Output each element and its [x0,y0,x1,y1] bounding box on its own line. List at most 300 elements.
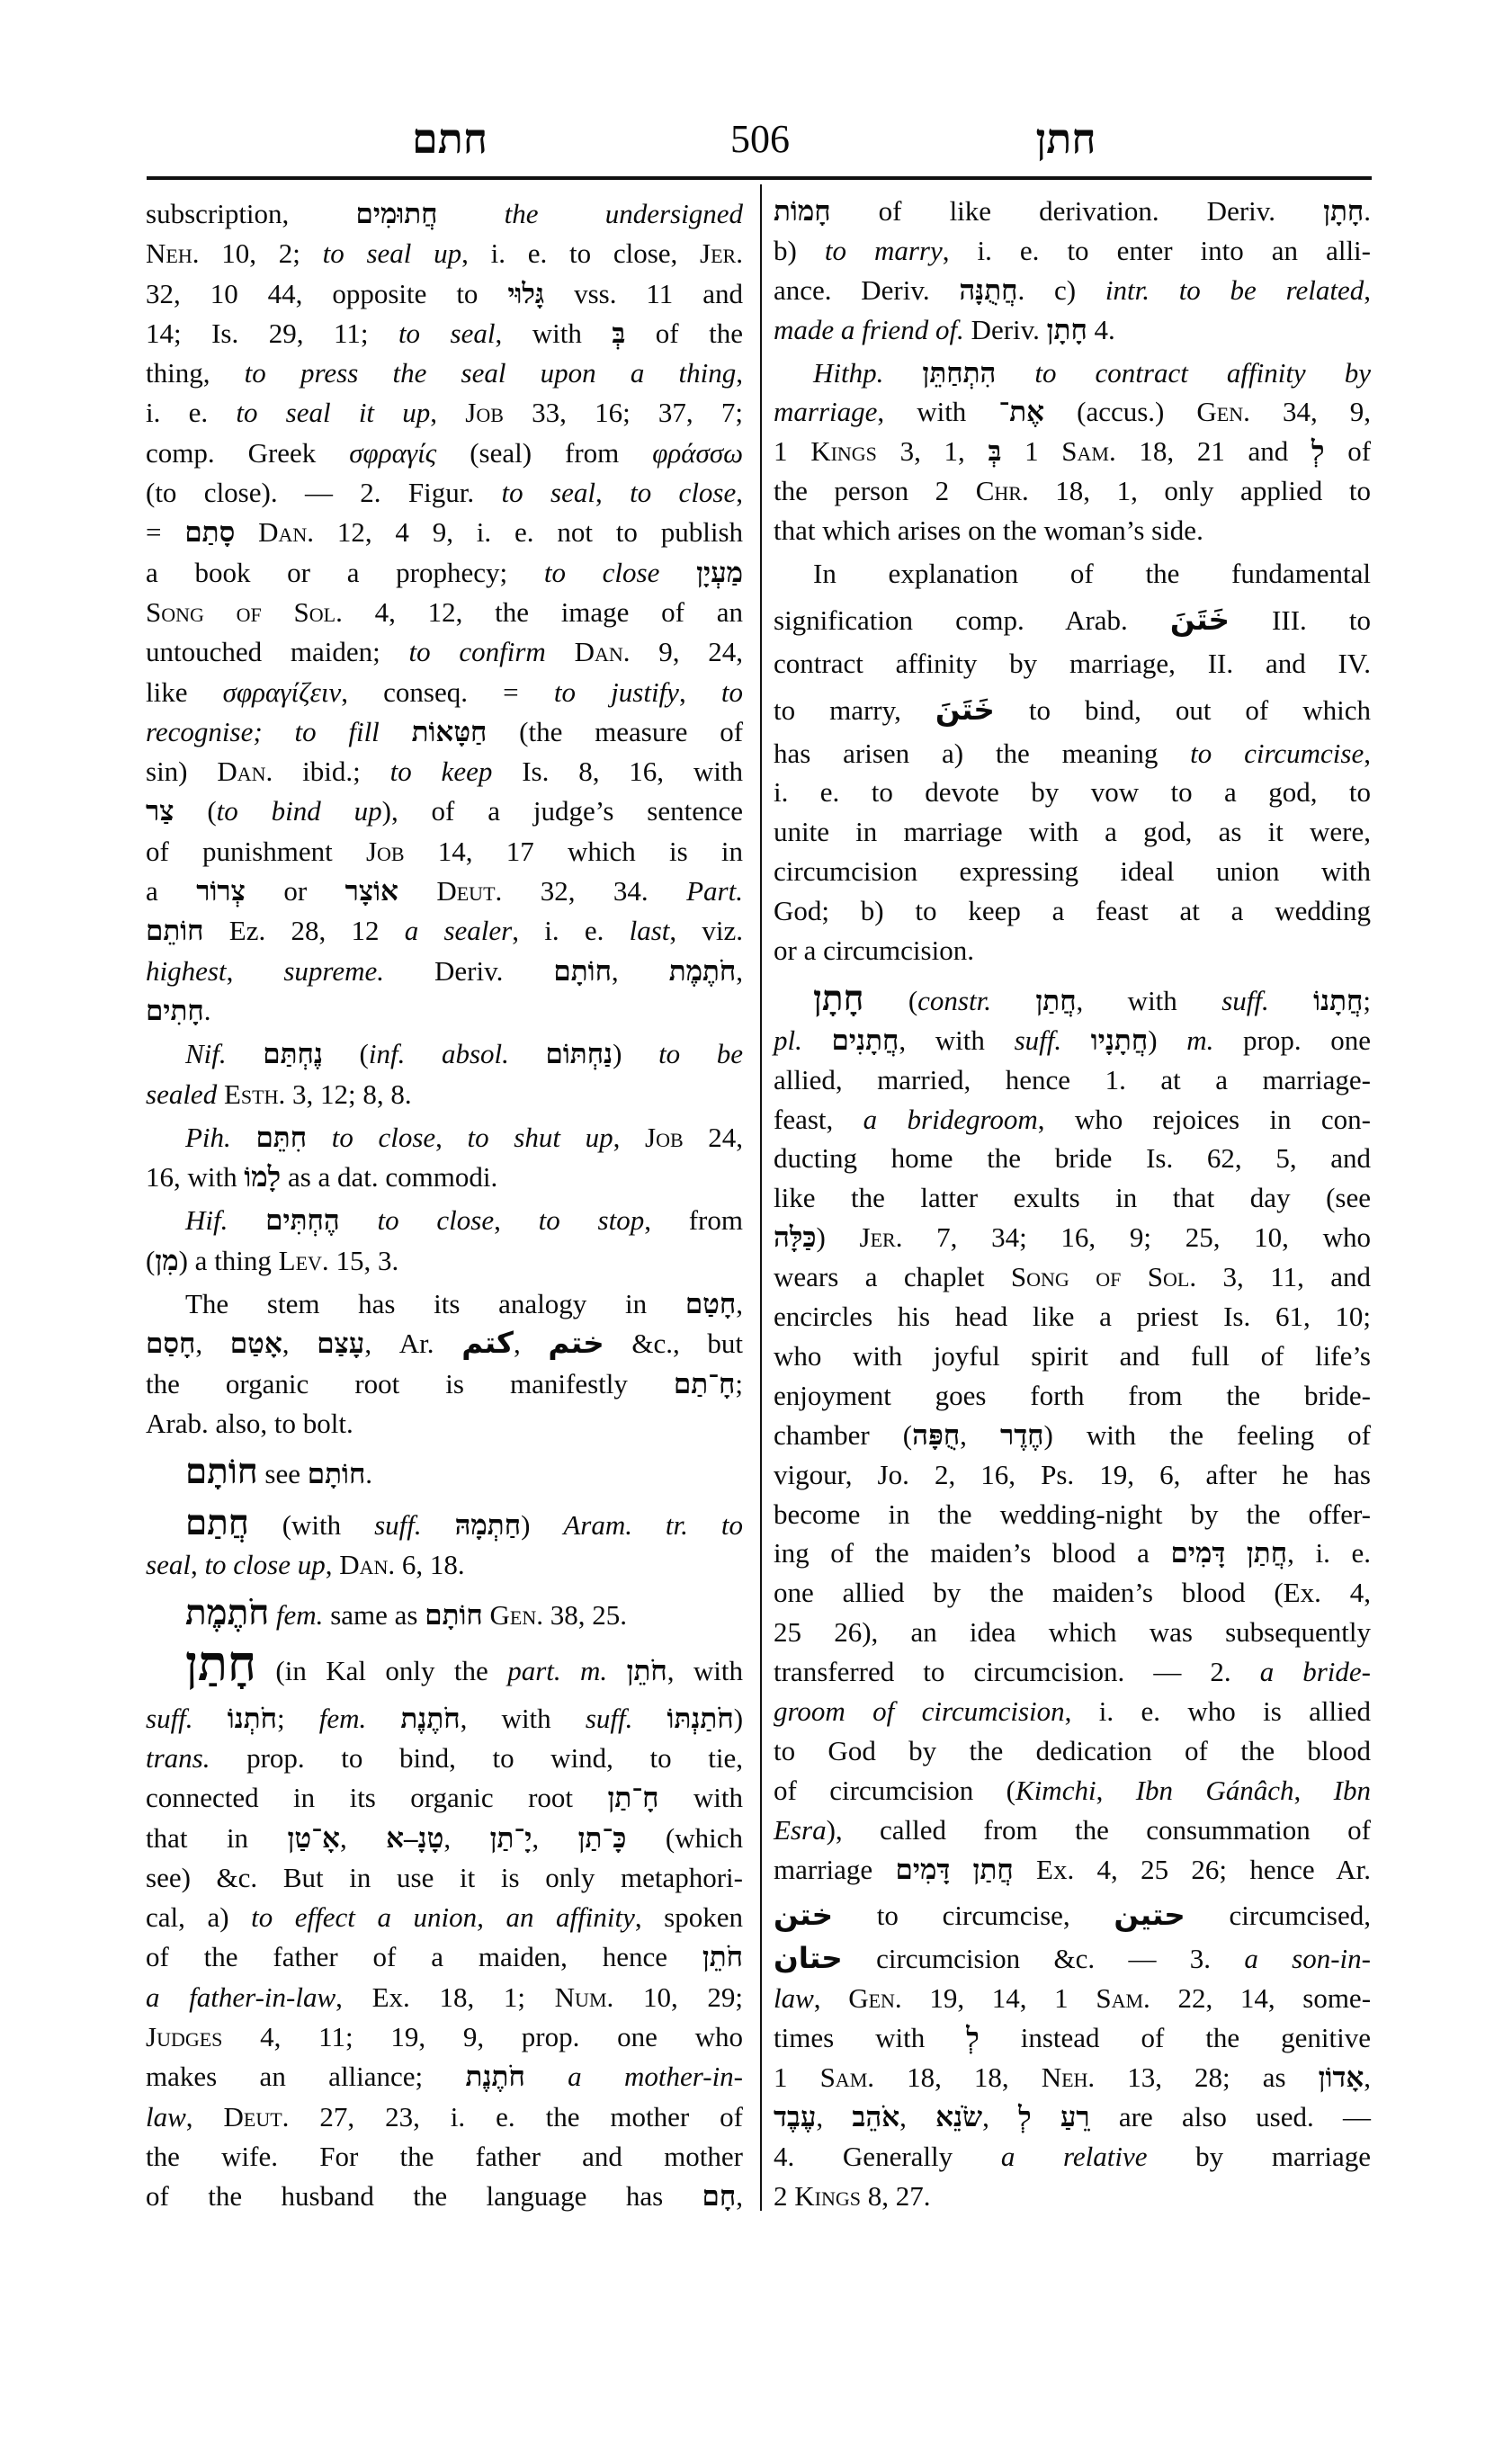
text-line [146,673,743,712]
italic-text: part. m. [507,1655,608,1687]
text-run: . [203,994,211,1026]
arabic-word: خَتَنَ [1169,602,1230,637]
text-line [774,1218,1371,1257]
hebrew-word: חֹתְנוֹ [227,1702,277,1734]
text-run: has arisen a) the meaning [774,737,1191,769]
italic-text: to keep [389,756,493,788]
hebrew-word: בְּ [612,317,626,349]
text-run: wears a chaplet [774,1261,1011,1293]
italic-text: to seal up [322,237,462,270]
text-run: . [365,1458,373,1490]
text-run: see [257,1458,308,1490]
hebrew-word: חֹתַנְתּוֹ [667,1702,734,1734]
text-line [774,2097,1371,2137]
text-run: (in Kal only the [256,1655,508,1687]
text-run [525,2061,568,2092]
hebrew-word: חָטַם [684,1288,737,1320]
text-run: Deriv. [384,954,554,987]
text-run: 24, [683,1121,744,1153]
text-run: are also used. — [1089,2100,1372,2133]
text-run: , with [495,317,613,349]
text-run: , i. e. [1287,1537,1371,1569]
text-run: ) [816,1221,860,1254]
text-run: prop. one [1213,1024,1371,1056]
text-run: 18, 21 and [1115,435,1311,468]
text-run: (accus.) [1044,396,1197,428]
italic-text: to marry [824,234,943,266]
italic-text: to justify [553,675,679,708]
text-line [774,2137,1371,2177]
text-run: Deriv. [963,313,1047,345]
text-run: 25 26), an idea which was subsequently [774,1616,1371,1649]
book-reference: Dan. [339,1548,396,1580]
hebrew-word: חֲתָנִים [831,1024,899,1056]
italic-text: Part. [686,875,743,908]
hebrew-word: חֹתֶמֶת [668,954,737,987]
italic-text: Hif. [185,1204,228,1237]
text-run: , i. e. to close, [461,237,701,270]
text-run: = [146,516,185,549]
hebrew-word: מַעְיָן [696,556,744,588]
hebrew-word: חוֹתָם [425,1599,483,1632]
page-number: 506 [730,117,790,161]
text-run: thing, [146,357,245,389]
text-run: to bind, out of which [994,693,1371,726]
italic-text: trans. [146,1741,210,1774]
italic-text: a relative [1000,2140,1148,2172]
text-run: , [736,357,743,389]
text-line [146,632,743,672]
text-run: the person 2 [774,475,976,507]
text-line [774,1376,1371,1416]
hebrew-word: שֹׂנֵא [935,2100,983,2133]
text-run: 33, 16; 37, 7; [503,397,744,429]
italic-text: Aram. tr. to [563,1508,743,1541]
italic-text: to be [658,1038,744,1070]
text-run: (the measure of [487,715,744,747]
text-line [774,1613,1371,1652]
text-run: ( [146,1244,156,1276]
text-line [774,1573,1371,1613]
text-run: ), of a judge’s sentence [381,795,743,827]
text-line [774,1939,1371,1979]
book-reference: Esth. [223,1077,286,1110]
text-line [146,1201,743,1240]
italic-text: Ibn [1333,1774,1371,1806]
text-run: , with [899,1024,1015,1056]
text-line [774,773,1371,812]
text-run: The stem has its analogy in [185,1288,685,1320]
text-run: 7, 34; 16, 9; 25, 10, who [902,1221,1371,1254]
text-line [146,1858,743,1898]
book-reference: Lev. [278,1244,329,1276]
text-line [146,1324,743,1364]
text-run: transferred to circumcision. — 2. [774,1656,1260,1688]
book-reference: Song of Sol. [1010,1261,1197,1293]
italic-text: sealed [146,1077,218,1110]
text-run: , conseq. = [341,675,554,708]
arabic-word: حتين [1114,1898,1185,1933]
text-line [146,1241,743,1281]
text-line [146,752,743,791]
italic-text: groom of circumcision [774,1694,1065,1727]
italic-text: law [774,1982,814,2015]
text-line [146,952,743,991]
text-run: that in [146,1821,288,1854]
hebrew-word: חָסַם [146,1328,196,1360]
text-line [146,434,743,473]
text-run: Ez. 28, 12 [203,915,405,947]
text-run: , [226,954,284,987]
text-line [146,712,743,752]
italic-text: last [629,915,670,947]
text-run [307,1122,332,1153]
hebrew-word: חָם [702,2180,737,2213]
text-line [774,1692,1371,1731]
book-reference: Jer. [700,237,743,270]
text-run [1269,985,1313,1016]
hebrew-word: חָ־תַם [673,1367,736,1399]
text-run: , [611,954,669,987]
book-reference: Deut. [436,875,503,908]
headword: חוֹתָם [185,1453,258,1492]
text-line [774,1811,1371,1850]
italic-text: Nif. [185,1038,227,1070]
entry-line [774,981,1371,1021]
text-line [774,644,1371,684]
text-run: , [816,2100,853,2133]
text-run: God; b) to keep a feast at a wedding [774,895,1371,927]
text-run: ance. Deriv. [774,273,960,306]
text-run: become in the wedding-night by the offer- [774,1498,1371,1530]
text-run: subscription, [146,198,356,229]
text-run: of circumcision ( [774,1774,1016,1806]
italic-text: intr. to be related [1105,273,1364,306]
hebrew-word: חַתְמָהּ [454,1508,522,1541]
text-run: vigour, Jo. 2, 16, Ps. 19, 6, after he has [774,1458,1371,1490]
text-run: 18, 1, only applied to [1028,475,1371,507]
book-reference: Job [465,397,504,429]
text-run: contract affinity by marriage, II. and IV. [774,647,1371,679]
text-line [146,513,743,552]
text-run [269,1599,276,1631]
text-line [774,353,1371,393]
text-run: , [982,2100,1019,2133]
text-run: , [532,1821,578,1854]
text-run: 14; Is. 29, 11; [146,317,398,349]
text-run: , [282,1328,318,1360]
text-line [774,432,1371,471]
text-run: Arab. also, to bolt. [146,1407,353,1439]
greek-word: σφραγίς [349,436,437,469]
italic-text: to close [377,1204,495,1237]
hebrew-word: נֶחְתַּם [263,1038,323,1070]
text-line [146,2057,743,2097]
text-line [774,1896,1371,1936]
text-run: , i. e. to enter into an alli- [942,234,1371,266]
text-run: chamber ( [774,1418,913,1451]
hebrew-word: לְ [966,2022,980,2054]
hebrew-word: אָטַם [229,1328,282,1360]
italic-text: fem. [275,1599,324,1632]
text-line [774,931,1371,970]
italic-text: to stop [538,1204,645,1237]
right-column [774,192,1371,2216]
text-run: as a dat. commodi. [281,1161,498,1194]
hebrew-word: אוֹצָר [344,875,398,908]
italic-text: to seal [501,477,595,509]
hebrew-word: חֲתַן דָּמִים [895,1853,1014,1885]
italic-text: a sealer [404,915,513,947]
text-run: 2 [774,2179,795,2212]
text-run: 8, 27. [860,2179,931,2212]
arabic-word: ختم [548,1326,604,1361]
text-line [774,1455,1371,1495]
text-run: prop. to bind, to wind, to tie, [210,1741,743,1774]
text-line [146,2177,743,2216]
text-run: ; [735,1367,743,1399]
hebrew-word: חֹתֶנֶת [400,1702,461,1734]
text-line [774,192,1371,231]
text-run: , [736,2180,743,2213]
text-line [146,1699,743,1739]
text-run [607,1655,626,1686]
text-run: 18, 18, [874,2061,1042,2093]
italic-text: Kimchi [1015,1774,1096,1806]
hebrew-word: חֲתֻנָּה [959,273,1018,306]
hebrew-word: חוֹתָם [307,1458,366,1490]
book-reference: Gen. [848,1982,902,2015]
text-run: a [146,875,197,908]
hebrew-word: חָ־תַן [607,1782,659,1814]
italic-text: to circumcise [1190,737,1364,769]
text-line [774,1533,1371,1573]
text-run: by marriage [1147,2140,1372,2172]
text-line [146,473,743,513]
headword: חָתָן [813,979,864,1018]
header-rule [147,176,1372,180]
text-run: vss. 11 and [544,277,743,309]
italic-text: Hithp. [813,356,884,389]
text-run: , [1364,737,1371,769]
text-run: signification comp. Arab. [774,604,1170,636]
text-run: Ex. 4, 25 26; hence Ar. [1013,1853,1371,1885]
text-run: , i. e. who is allied [1064,1694,1371,1727]
text-line [774,891,1371,931]
hebrew-word: אָדוֹן [1318,2061,1364,2093]
text-line [146,1075,743,1114]
headword: חֲתַם [185,1503,249,1542]
text-line [774,1139,1371,1178]
book-reference: Kings [810,435,877,468]
text-run: or [245,875,345,908]
text-run: 1 [774,435,811,468]
text-run [422,1509,455,1541]
text-run: 27, 23, i. e. the mother of [289,2100,743,2133]
italic-text: suff. [1014,1024,1062,1056]
text-line [774,471,1371,511]
text-run: untouched maiden; [146,636,409,668]
text-run [193,1703,228,1734]
text-run: marriage [774,1853,896,1885]
text-run: of [1324,435,1372,468]
text-run: , [1364,273,1371,306]
headword: חֹתֶמֶת [185,1594,270,1633]
italic-text: to effect a union, an affinity [251,1901,635,1934]
text-line [774,511,1371,550]
text-line [774,1416,1371,1455]
text-run: 4. Generally [774,2140,1001,2172]
text-run: ), called from the consummation of [826,1813,1371,1846]
text-line [774,1060,1371,1100]
text-run: instead of the genitive [979,2022,1371,2054]
text-run: 32, 10 44, opposite to [146,277,508,309]
text-line [146,1937,743,1977]
italic-text: Ibn Gánâch [1135,1774,1294,1806]
italic-text: Esra [774,1813,827,1846]
italic-text: suff. [146,1702,193,1734]
text-run: (seal) from [436,436,653,469]
book-reference: Job [645,1121,684,1153]
hebrew-word: חִתֵּם [255,1121,308,1153]
text-line [146,234,743,273]
text-run: 1 [774,2061,820,2093]
hebrew-word: טָנָ–א [386,1821,444,1854]
text-run: , [899,2100,936,2133]
text-run: ing of the maiden’s blood a [774,1537,1171,1569]
text-run: 6, 18. [395,1548,465,1580]
text-run: , [190,1548,205,1580]
text-run: times with [774,2022,967,2054]
hebrew-word: חֻפָּה [912,1418,961,1451]
text-run [228,1204,265,1236]
greek-word: φράσσω [652,436,743,469]
greek-word: σφραγίζειν [222,675,342,708]
text-run: , with [460,1702,586,1734]
text-run: allied, married, hence 1. at a marriage- [774,1063,1371,1095]
text-run: see) &c. But in use it is only metaphori- [146,1861,743,1893]
italic-text: to contract affinity by [1034,356,1371,389]
text-run: ; [276,1702,319,1734]
text-run: ( [174,795,217,827]
hebrew-word: חָתִים [146,994,204,1026]
hebrew-word: חֹתֵן [702,1941,743,1973]
text-run: to God by the dedication of the blood [774,1734,1371,1766]
book-reference: Neh. [1041,2061,1096,2093]
hebrew-word: גָּלוּי [507,277,545,309]
italic-text: seal [146,1548,191,1580]
italic-text: a son-in- [1244,1943,1371,1975]
text-run: (to close). — 2. Figur. [146,477,502,509]
text-run: , [595,477,631,509]
text-run: of like derivation. Deriv. [830,195,1324,227]
arabic-word: حتان [774,1941,843,1976]
text-line [146,2017,743,2057]
italic-text: pl. [774,1024,802,1056]
text-line [774,2058,1371,2097]
hebrew-word: חָתָן [1323,195,1364,227]
text-run: ) [613,1038,659,1070]
text-run [366,1703,400,1734]
book-reference: Dan. [258,516,314,549]
book-reference: Chr. [975,475,1029,507]
italic-text: a bride- [1259,1656,1371,1688]
text-run [802,1024,832,1056]
hebrew-word: הִתְחַתֵּן [922,356,997,389]
text-run: 15, 3. [328,1244,399,1276]
text-run: 3, 11, and [1196,1261,1372,1293]
text-run [235,516,258,548]
text-line [774,852,1371,891]
text-run: , [613,1121,645,1153]
text-run: . c) [1017,273,1105,306]
text-line [774,1731,1371,1771]
text-line [774,1771,1371,1811]
text-run: , who rejoices in con- [1037,1103,1371,1135]
text-run: to circumcise, [833,1900,1114,1932]
text-run: unite in marriage with a god, as it were, [774,816,1371,848]
hebrew-word: חַטָּאוֹת [411,715,488,747]
italic-text: to shut up [467,1121,613,1153]
text-line [146,1158,743,1197]
text-run: ; [1363,984,1372,1016]
hebrew-word: אֹהֵב [852,2100,900,2133]
text-line [774,1979,1371,2018]
text-run: , [736,477,744,509]
italic-text: highest [146,954,227,987]
text-run: , [960,1418,1000,1451]
hebrew-word: חֹתֶנֶת [465,2061,525,2093]
italic-text: supreme. [283,954,384,987]
text-run [340,1204,378,1236]
text-run: 3, 12; 8, 8. [285,1077,412,1110]
hebrew-word: צַר [146,795,174,827]
text-run: , with [667,1655,743,1687]
text-run: (with [248,1508,375,1541]
text-run: makes an alliance; [146,2061,466,2093]
italic-text: constr. [917,984,991,1016]
hebrew-word: לָמוֹ [244,1161,282,1194]
guide-word-left: חתם [412,116,488,162]
hebrew-word: בְּ [988,435,1002,468]
text-run [509,1038,546,1069]
text-line [774,554,1371,594]
text-line [146,2097,743,2137]
text-run: 10, 29; [613,1981,743,2013]
hebrew-word: חוֹתָם [553,954,612,987]
text-line [146,991,743,1031]
hebrew-word: חֶדֶר [1000,1418,1044,1451]
italic-text: marriage [774,396,878,428]
italic-text: to close [630,477,737,509]
book-reference: Sam. [1061,435,1116,468]
hebrew-word: כַּלָּה [774,1221,817,1254]
text-run: . [1364,195,1371,227]
text-line [146,911,743,951]
text-line [774,310,1371,350]
text-run: to marry, [774,693,935,726]
book-reference: Dan. [574,636,631,668]
text-line [146,353,743,393]
text-line [774,231,1371,271]
text-line [774,691,1371,730]
hebrew-word: חָמוֹת [774,195,831,227]
book-reference: Deut. [223,2100,290,2133]
text-run: , [1364,2061,1372,2093]
italic-text: Pih. [185,1121,231,1153]
text-line [774,812,1371,852]
entry-line [146,1503,743,1545]
